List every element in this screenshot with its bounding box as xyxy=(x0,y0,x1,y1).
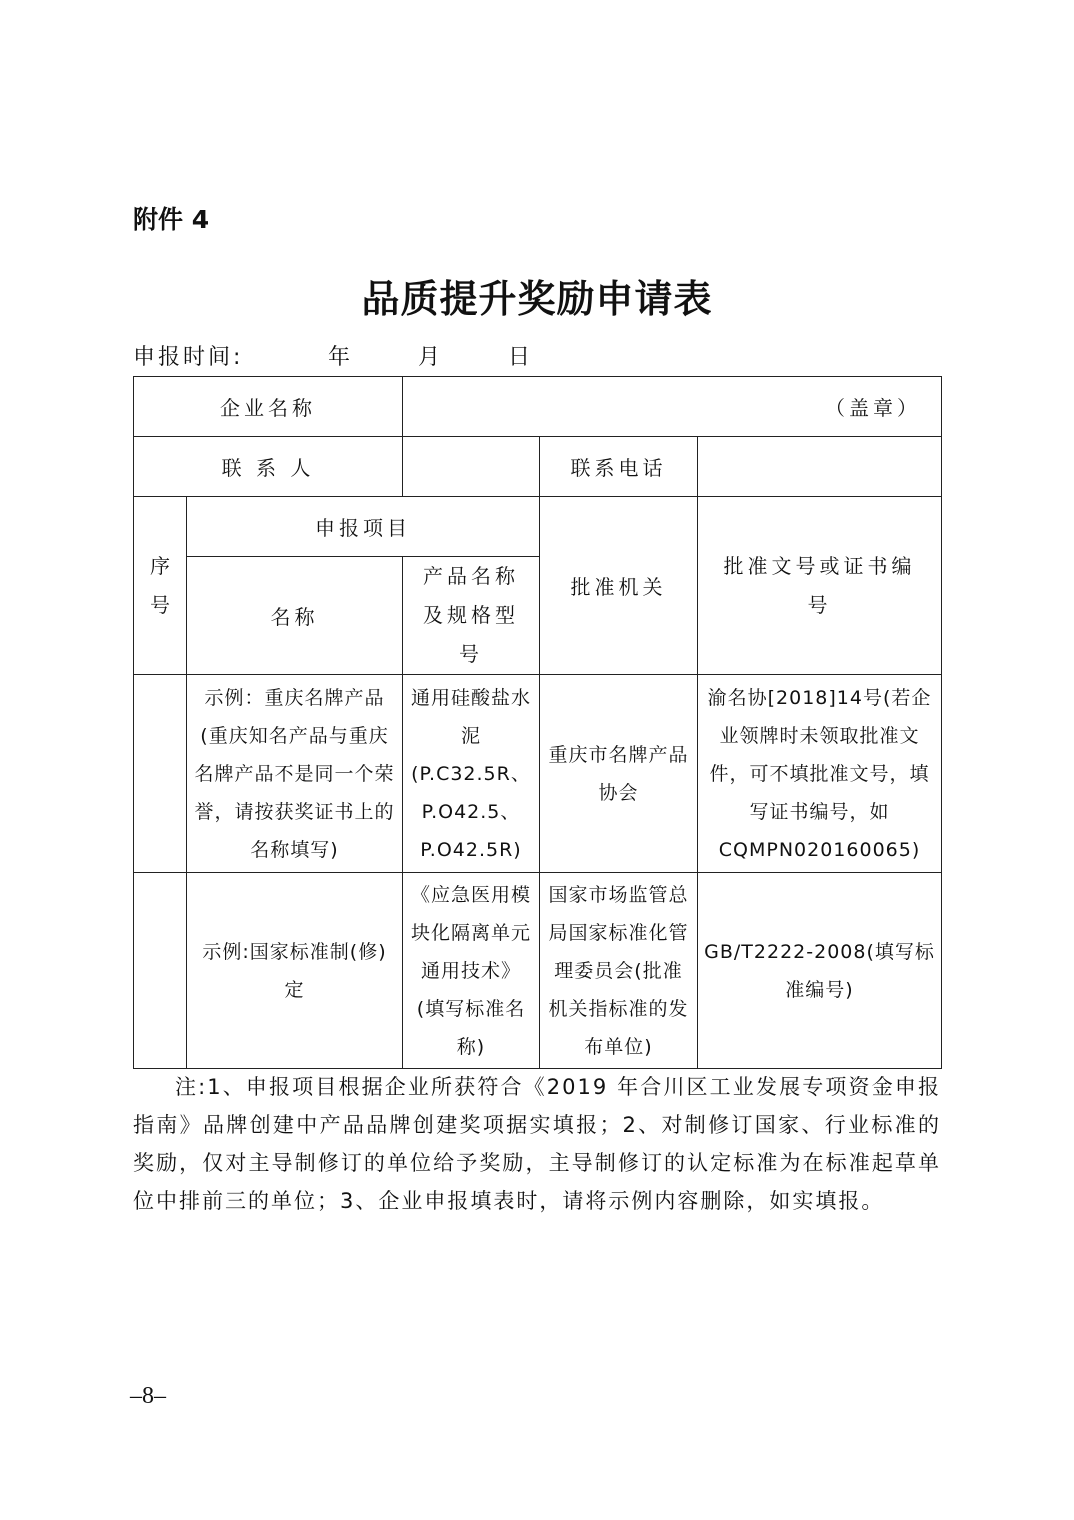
name-header: 名称 xyxy=(187,557,403,675)
doc-no-header: 批准文号或证书编号 xyxy=(698,497,942,675)
page-title: 品质提升奖励申请表 xyxy=(361,276,713,321)
row-authority[interactable]: 国家市场监管总局国家标准化管理委员会(批准机关指标准的发布单位) xyxy=(540,873,698,1069)
date-label: 申报时间: xyxy=(133,345,244,370)
seq-cell[interactable] xyxy=(134,675,187,873)
table-row xyxy=(134,675,942,873)
row-authority[interactable]: 重庆市名牌产品协会 xyxy=(540,675,698,873)
company-name-label: 企业名称 xyxy=(134,377,403,437)
phone-field[interactable] xyxy=(698,437,942,497)
contact-label: 联 系 人 xyxy=(134,437,403,497)
company-name-field[interactable] xyxy=(403,377,942,437)
footnote: 注:1、申报项目根据企业所获符合《2019 年合川区工业发展专项资金申报指南》品牌创建中产品品牌创建奖项据实填报；2、对制修订国家、行业标准的奖励，仅对主导制修订的单位给予奖励，主导制修订的认定标准为在标准起草单位中排前三的单位；3、企业申报填表时，请将示例内容删除，如实填报。 xyxy=(133,1075,941,1213)
authority-header: 批准机关 xyxy=(540,497,698,675)
company-row xyxy=(134,377,942,437)
header-row-1 xyxy=(134,497,942,557)
contact-field[interactable] xyxy=(403,437,540,497)
page-number: –8– xyxy=(130,1383,166,1409)
row-product[interactable]: 通用硅酸盐水泥(P.C32.5R、P.O42.5、P.O42.5R) xyxy=(403,675,540,873)
declaration-date-row xyxy=(133,340,633,370)
product-header: 产品名称及规格型号 xyxy=(403,557,540,675)
row-doc-no[interactable]: 渝名协[2018]14号(若企业领牌时未领取批准文件，可不填批准文号，填写证书编号，如CQMPN020160065) xyxy=(698,675,942,873)
project-header: 申报项目 xyxy=(187,497,540,557)
seq-header: 序号 xyxy=(134,497,187,675)
seal-label: （盖章） xyxy=(825,396,921,420)
attachment-label: 附件 4 xyxy=(133,205,210,234)
table-row xyxy=(134,873,942,1069)
application-table xyxy=(133,376,942,1069)
year-label: 年 xyxy=(328,345,354,370)
row-doc-no[interactable]: GB/T2222-2008(填写标准编号) xyxy=(698,873,942,1069)
row-name[interactable]: 示例：重庆名牌产品(重庆知名产品与重庆名牌产品不是同一个荣誉，请按获奖证书上的名称填写) xyxy=(187,675,403,873)
row-name[interactable]: 示例:国家标准制(修)定 xyxy=(187,873,403,1069)
day-label: 日 xyxy=(508,345,534,370)
seq-cell[interactable] xyxy=(134,873,187,1069)
row-product[interactable]: 《应急医用模块化隔离单元通用技术》(填写标准名称) xyxy=(403,873,540,1069)
month-label: 月 xyxy=(418,345,444,370)
phone-label: 联系电话 xyxy=(540,437,698,497)
contact-row xyxy=(134,437,942,497)
